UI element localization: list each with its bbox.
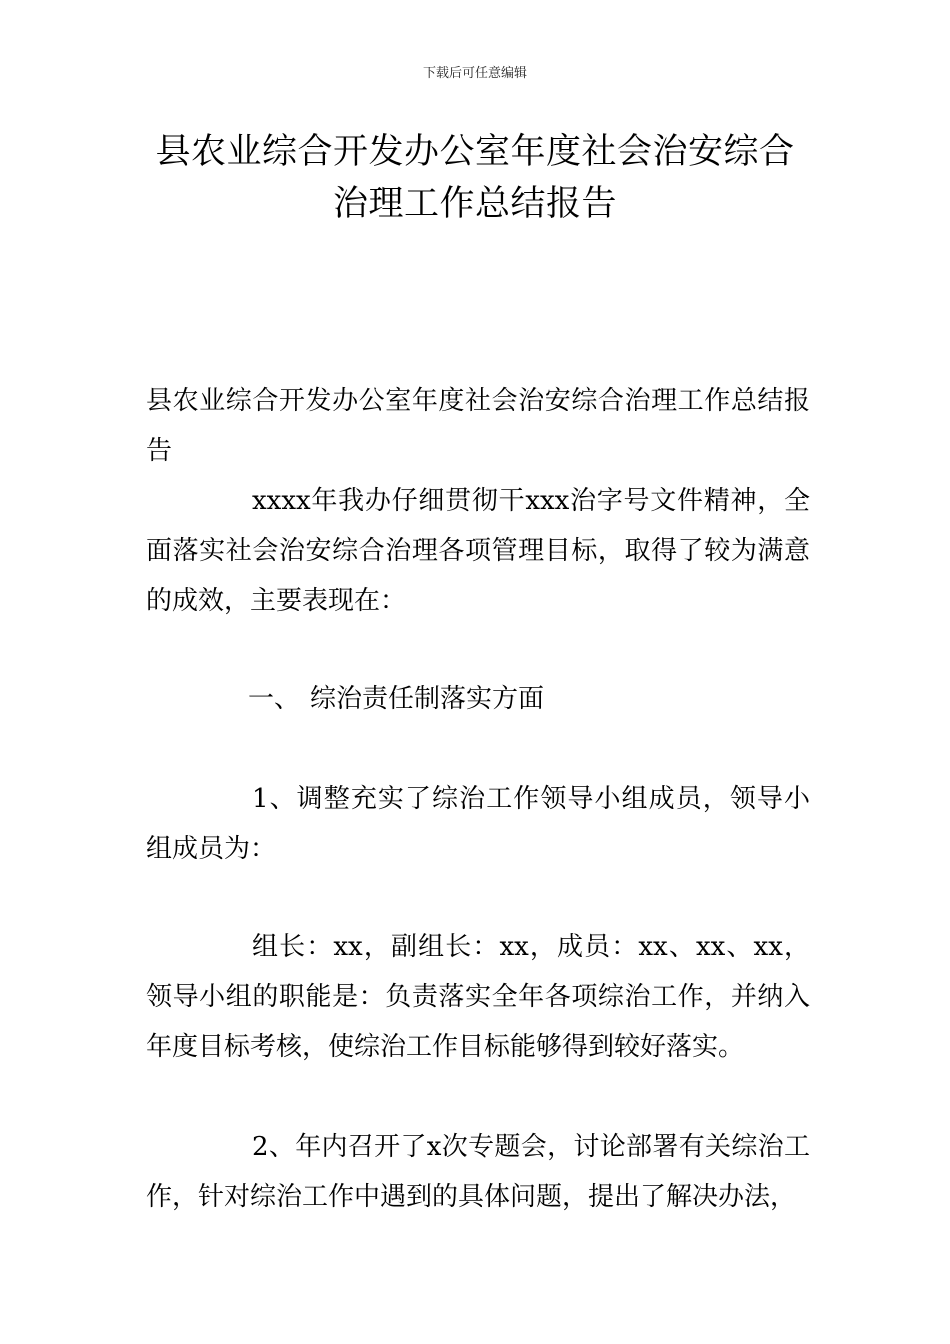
section-number: 一、	[248, 684, 301, 714]
repeated-title-paragraph: 县农业综合开发办公室年度社会治安综合治理工作总结报告	[146, 386, 810, 466]
header-note: 下载后可任意编辑	[422, 66, 527, 81]
title-line-1: 县农业综合开发办公室年度社会治安综合	[155, 132, 795, 172]
document-title	[140, 126, 810, 230]
item-1-paragraph: 1、调整充实了综治工作领导小组成员，领导小组成员为：	[146, 784, 810, 864]
item-2-paragraph: 2、年内召开了x次专题会，讨论部署有关综治工作，针对综治工作中遇到的具体问题，提出了解决办法，	[146, 1132, 810, 1212]
title-line-2: 治理工作总结报告	[332, 184, 617, 224]
intro-paragraph: xxxx年我办仔细贯彻干xxx治字号文件精神，全面落实社会治安综合治理各项管理目标，取得了较为满意的成效，主要表现在：	[146, 486, 810, 616]
section-title: 综治责任制落实方面	[310, 684, 545, 714]
leaders-paragraph: 组长：xx，副组长：xx，成员：xx、xx、xx，领导小组的职能是：负责落实全年各项综治工作，并纳入年度目标考核，使综治工作目标能够得到较好落实。	[146, 932, 810, 1062]
section-heading-1	[146, 674, 808, 724]
